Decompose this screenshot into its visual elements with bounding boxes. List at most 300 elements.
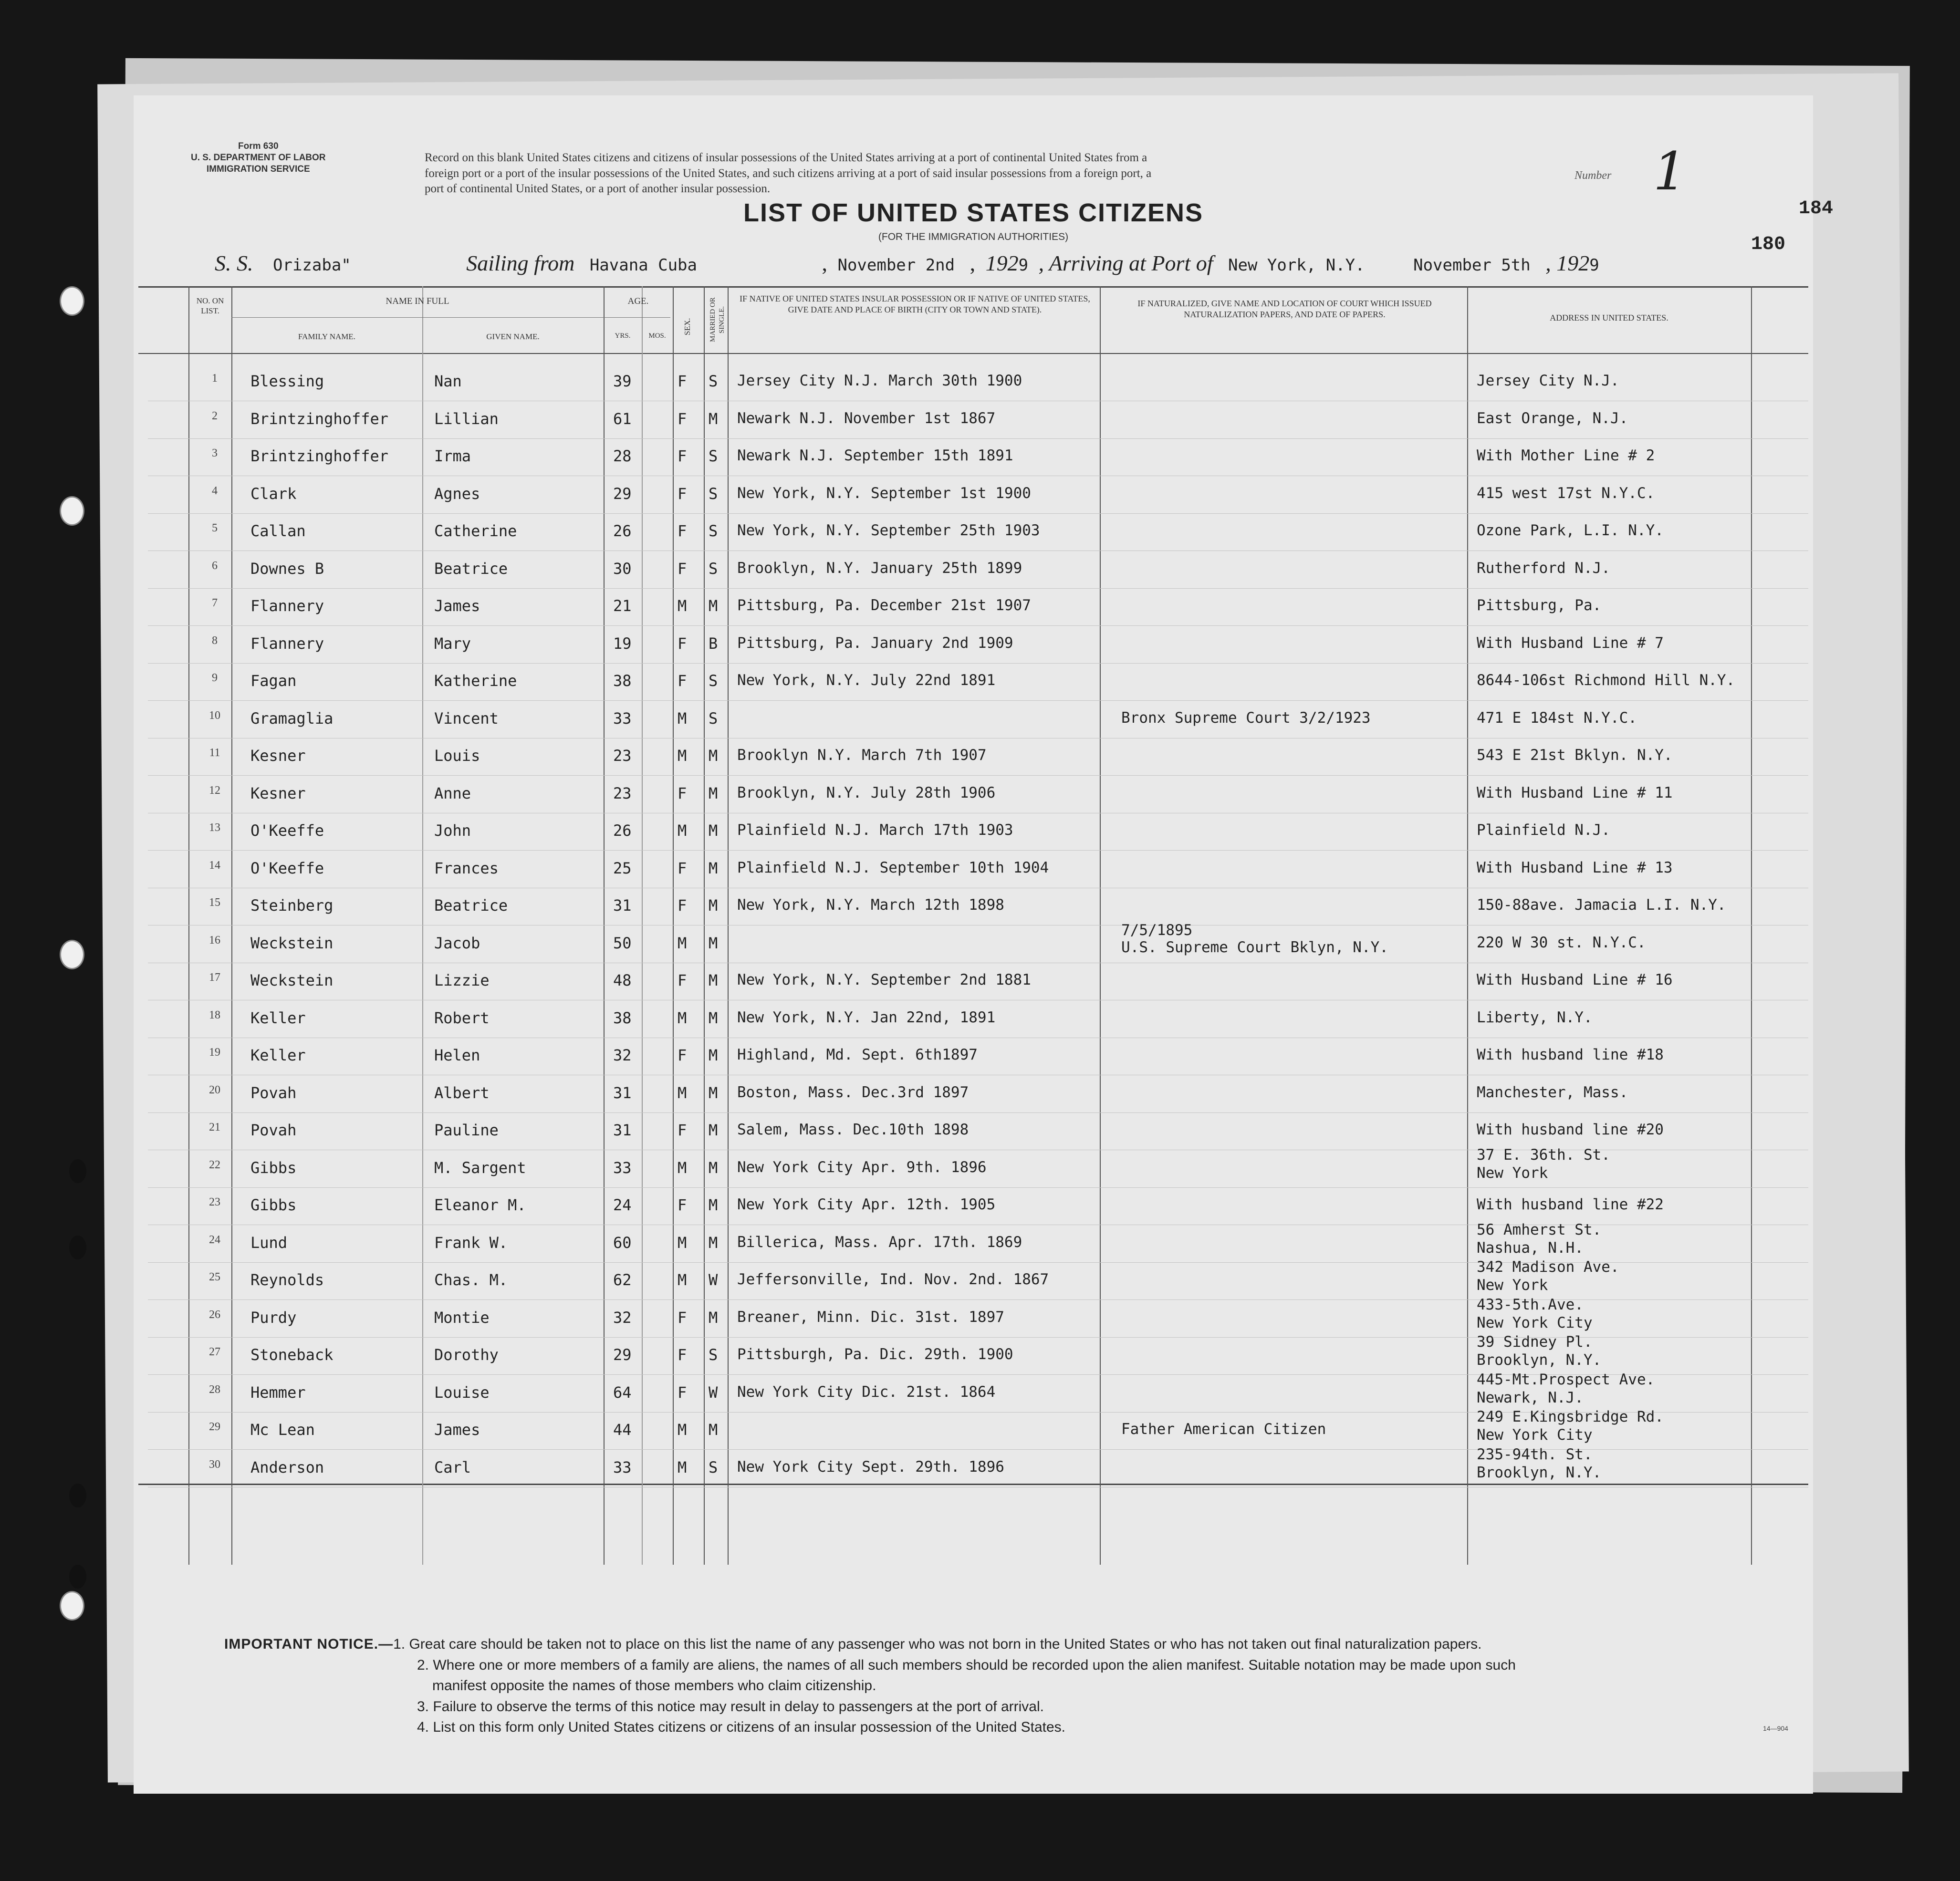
given-name: Frank W. xyxy=(434,1233,508,1252)
marital-status: M xyxy=(709,1196,718,1214)
birth-place-date: Jersey City N.J. March 30th 1900 xyxy=(737,372,1022,389)
family-name: O'Keeffe xyxy=(250,821,324,840)
family-name: Mc Lean xyxy=(250,1421,315,1439)
row-number: 26 xyxy=(209,1308,220,1321)
age: 26 xyxy=(613,522,632,540)
family-name: Flannery xyxy=(250,634,324,653)
sex: F xyxy=(678,1346,687,1364)
marital-status: M xyxy=(709,896,718,915)
col-rule xyxy=(673,286,674,1565)
arriving-label: Arriving at Port of xyxy=(1049,251,1213,275)
binder-hole xyxy=(60,1591,84,1621)
address: Plainfield N.J. xyxy=(1477,821,1610,839)
marital-status: W xyxy=(709,1383,718,1402)
binder-hole xyxy=(60,496,84,526)
given-name: Agnes xyxy=(434,484,480,503)
given-name: Carl xyxy=(434,1458,471,1476)
departure-port: Havana Cuba xyxy=(589,256,697,275)
row-number: 2 xyxy=(212,409,218,422)
birth-place-date: Brooklyn, N.Y. January 25th 1899 xyxy=(737,559,1022,577)
address: With husband line #20 xyxy=(1477,1121,1664,1138)
age: 31 xyxy=(613,896,632,915)
notice-item: 4. List on this form only United States citizens or citizens of an insular possession of the United States. xyxy=(417,1719,1066,1735)
birth-place-date: New York, N.Y. July 22nd 1891 xyxy=(737,672,996,689)
row-rule xyxy=(148,1112,1808,1113)
sex: M xyxy=(678,934,687,952)
row-number: 28 xyxy=(209,1383,220,1396)
row-number: 7 xyxy=(212,597,218,609)
address-line-2: New York City xyxy=(1477,1426,1593,1444)
marital-status: S xyxy=(709,1458,718,1476)
row-number: 3 xyxy=(212,447,218,459)
row-number: 23 xyxy=(209,1196,220,1208)
birth-place-date: Newark N.J. November 1st 1867 xyxy=(737,409,996,427)
family-name: Callan xyxy=(250,522,306,540)
birth-place-date: Salem, Mass. Dec.10th 1898 xyxy=(737,1121,969,1138)
sex: M xyxy=(678,1158,687,1177)
row-rule xyxy=(148,513,1808,514)
header-given-name: GIVEN NAME. xyxy=(486,332,540,341)
age: 38 xyxy=(613,1008,632,1027)
given-name: Robert xyxy=(434,1008,490,1027)
separator: , xyxy=(970,251,976,275)
birth-place-date: New York City Apr. 12th. 1905 xyxy=(737,1196,996,1213)
marital-status: S xyxy=(709,1346,718,1364)
family-name: Gibbs xyxy=(250,1196,297,1214)
address: 8644-106st Richmond Hill N.Y. xyxy=(1477,672,1735,689)
row-number: 13 xyxy=(209,821,220,834)
address: 37 E. 36th. St. xyxy=(1477,1146,1610,1164)
address: With husband line #18 xyxy=(1477,1046,1664,1063)
sex: F xyxy=(678,1196,687,1214)
age: 29 xyxy=(613,484,632,503)
sail-year: 192 xyxy=(985,251,1019,275)
list-number: 1 xyxy=(1653,141,1687,202)
marital-status: M xyxy=(709,971,718,989)
family-name: Hemmer xyxy=(250,1383,306,1402)
naturalization: Father American Citizen xyxy=(1121,1421,1326,1438)
naturalization-court: U.S. Supreme Court Bklyn, N.Y. xyxy=(1121,938,1388,956)
row-number: 12 xyxy=(209,784,220,797)
address-line-2: Nashua, N.H. xyxy=(1477,1239,1584,1257)
family-name: Brintzinghoffer xyxy=(250,447,388,465)
marital-status: M xyxy=(709,1083,718,1102)
form-number: Form 630 xyxy=(238,141,279,151)
given-name: Beatrice xyxy=(434,896,508,915)
given-name: Katherine xyxy=(434,672,517,690)
address-line-2: New York City xyxy=(1477,1314,1593,1331)
notice-item: 2. Where one or more members of a family are aliens, the names of all such members should be recorded upon the alien manifest. Suitable notation may be made upon such xyxy=(417,1657,1516,1673)
family-name: Gramaglia xyxy=(250,709,334,727)
col-rule xyxy=(642,286,643,1565)
marital-status: S xyxy=(709,709,718,727)
marital-status: M xyxy=(709,859,718,877)
arrival-year-digit: 9 xyxy=(1589,256,1599,275)
sex: F xyxy=(678,559,687,578)
given-name: James xyxy=(434,1421,480,1439)
marital-status: M xyxy=(709,1008,718,1027)
age: 25 xyxy=(613,859,632,877)
age: 33 xyxy=(613,709,632,727)
address: With husband line #22 xyxy=(1477,1196,1664,1213)
address: 249 E.Kingsbridge Rd. xyxy=(1477,1408,1664,1425)
family-name: Kesner xyxy=(250,747,306,765)
birth-place-date: Pittsburgh, Pa. Dic. 29th. 1900 xyxy=(737,1346,1013,1363)
marital-status: S xyxy=(709,447,718,465)
row-number: 14 xyxy=(209,859,220,872)
given-name: Eleanor M. xyxy=(434,1196,526,1214)
birth-place-date: Breaner, Minn. Dic. 31st. 1897 xyxy=(737,1308,1004,1326)
address: 220 W 30 st. N.Y.C. xyxy=(1477,934,1646,951)
address: With Mother Line # 2 xyxy=(1477,447,1655,464)
address: 433-5th.Ave. xyxy=(1477,1296,1584,1313)
address: 445-Mt.Prospect Ave. xyxy=(1477,1371,1655,1388)
address: Manchester, Mass. xyxy=(1477,1083,1628,1101)
sex: F xyxy=(678,896,687,915)
sex: M xyxy=(678,821,687,840)
family-name: Blessing xyxy=(250,372,324,390)
marital-status: W xyxy=(709,1271,718,1289)
birth-place-date: Brooklyn, N.Y. July 28th 1906 xyxy=(737,784,996,801)
address: 150-88ave. Jamacia L.I. N.Y. xyxy=(1477,896,1726,914)
row-number: 4 xyxy=(212,484,218,497)
family-name: Keller xyxy=(250,1046,306,1064)
age: 32 xyxy=(613,1046,632,1064)
age: 30 xyxy=(613,559,632,578)
row-number: 30 xyxy=(209,1458,220,1471)
age: 60 xyxy=(613,1233,632,1252)
sex: F xyxy=(678,859,687,877)
header-sex: SEX. xyxy=(683,318,692,336)
age: 33 xyxy=(613,1458,632,1476)
given-name: John xyxy=(434,821,471,840)
family-name: Brintzinghoffer xyxy=(250,409,388,428)
row-number: 22 xyxy=(209,1158,220,1171)
notice-label: IMPORTANT NOTICE.— xyxy=(224,1636,394,1652)
age: 21 xyxy=(613,597,632,615)
given-name: Pauline xyxy=(434,1121,499,1139)
col-rule xyxy=(604,286,605,1565)
given-name: Irma xyxy=(434,447,471,465)
birth-place-date: New York, N.Y. September 1st 1900 xyxy=(737,484,1031,502)
given-name: M. Sargent xyxy=(434,1158,526,1177)
number-label: Number xyxy=(1574,169,1612,182)
address-line-2: New York xyxy=(1477,1277,1548,1294)
row-rule xyxy=(148,438,1808,439)
marital-status: S xyxy=(709,522,718,540)
age: 44 xyxy=(613,1421,632,1439)
sex: F xyxy=(678,1383,687,1402)
sex: M xyxy=(678,1008,687,1027)
given-name: Albert xyxy=(434,1083,490,1102)
family-name: Fagan xyxy=(250,672,297,690)
marital-status: M xyxy=(709,1308,718,1327)
sex: F xyxy=(678,784,687,802)
family-name: Flannery xyxy=(250,597,324,615)
family-name: Keller xyxy=(250,1008,306,1027)
row-number: 9 xyxy=(212,672,218,684)
ship-name: Orizaba" xyxy=(273,256,351,275)
sex: M xyxy=(678,1271,687,1289)
address-line-2: Brooklyn, N.Y. xyxy=(1477,1464,1602,1481)
marital-status: M xyxy=(709,597,718,615)
marital-status: M xyxy=(709,1421,718,1439)
address: With Husband Line # 7 xyxy=(1477,634,1664,652)
age: 31 xyxy=(613,1121,632,1139)
sex: M xyxy=(678,597,687,615)
marital-status: M xyxy=(709,1046,718,1064)
rule xyxy=(138,286,1808,288)
sex: F xyxy=(678,1308,687,1327)
header-address: ADDRESS IN UNITED STATES. xyxy=(1550,313,1668,322)
page-number-top: 184 xyxy=(1799,198,1834,219)
row-number: 18 xyxy=(209,1008,220,1021)
col-rule xyxy=(1467,286,1468,1565)
sex: F xyxy=(678,971,687,989)
family-name: Kesner xyxy=(250,784,306,802)
row-rule xyxy=(148,625,1808,626)
given-name: Lillian xyxy=(434,409,499,428)
given-name: Lizzie xyxy=(434,971,490,989)
arrival-date: November 5th xyxy=(1413,256,1531,275)
sex: F xyxy=(678,672,687,690)
instruction-line: foreign port or a port of the insular possessions of the United States, and such citizens arriving at a port of said insular possessions from a foreign port, a xyxy=(425,166,1152,180)
ss-label: S. S. xyxy=(215,251,253,275)
col-rule xyxy=(1751,286,1752,1565)
address: 471 E 184st N.Y.C. xyxy=(1477,709,1637,727)
col-rule xyxy=(422,286,423,1565)
binder-hole xyxy=(69,1236,86,1259)
row-number: 25 xyxy=(209,1271,220,1283)
given-name: Catherine xyxy=(434,522,517,540)
sex: F xyxy=(678,447,687,465)
age: 39 xyxy=(613,372,632,390)
marital-status: M xyxy=(709,1233,718,1252)
age: 48 xyxy=(613,971,632,989)
family-name: Reynolds xyxy=(250,1271,324,1289)
separator: , xyxy=(822,251,827,275)
age: 23 xyxy=(613,747,632,765)
age: 32 xyxy=(613,1308,632,1327)
binder-hole xyxy=(69,1565,86,1589)
family-name: Povah xyxy=(250,1083,297,1102)
arrival-port: New York, N.Y. xyxy=(1228,256,1365,275)
birth-place-date: New York, N.Y. September 25th 1903 xyxy=(737,522,1040,539)
important-notice xyxy=(224,1634,1516,1738)
sex: M xyxy=(678,1233,687,1252)
col-rule xyxy=(1100,286,1101,1565)
sex: F xyxy=(678,484,687,503)
age: 29 xyxy=(613,1346,632,1364)
voyage-line: S. S. Orizaba" Sailing from Havana Cuba , November 2nd , 1929 , Arriving at Port of New York, N.Y. November 5th , 1929 xyxy=(215,251,1599,275)
page-subtitle: (FOR THE IMMIGRATION AUTHORITIES) xyxy=(878,231,1069,242)
family-name: Clark xyxy=(250,484,297,503)
given-name: Montie xyxy=(434,1308,490,1327)
header-married: MARRIED OR SINGLE. xyxy=(709,297,726,342)
age: 62 xyxy=(613,1271,632,1289)
birth-place-date: Boston, Mass. Dec.3rd 1897 xyxy=(737,1083,969,1101)
given-name: Vincent xyxy=(434,709,499,727)
family-name: Stoneback xyxy=(250,1346,334,1364)
family-name: Lund xyxy=(250,1233,288,1252)
record-instructions xyxy=(425,150,1151,197)
marital-status: M xyxy=(709,1158,718,1177)
notice-item: 3. Failure to observe the terms of this notice may result in delay to passengers at the port of arrival. xyxy=(417,1698,1044,1715)
sex: M xyxy=(678,709,687,727)
col-rule xyxy=(728,286,729,1565)
naturalization: 7/5/1895 xyxy=(1121,921,1193,939)
header-family-name: FAMILY NAME. xyxy=(298,332,356,341)
address-line-2: New York xyxy=(1477,1164,1548,1182)
sex: F xyxy=(678,1121,687,1139)
given-name: Nan xyxy=(434,372,462,390)
age: 38 xyxy=(613,672,632,690)
address: 235-94th. St. xyxy=(1477,1445,1593,1463)
family-name: O'Keeffe xyxy=(250,859,324,877)
row-number: 15 xyxy=(209,896,220,909)
address: Ozone Park, L.I. N.Y. xyxy=(1477,522,1664,539)
row-number: 5 xyxy=(212,522,218,534)
family-name: Povah xyxy=(250,1121,297,1139)
address: With Husband Line # 13 xyxy=(1477,859,1673,876)
sex: M xyxy=(678,1458,687,1476)
row-number: 21 xyxy=(209,1121,220,1133)
age: 23 xyxy=(613,784,632,802)
form-code: 14—904 xyxy=(1763,1725,1788,1732)
age: 61 xyxy=(613,409,632,428)
age: 24 xyxy=(613,1196,632,1214)
family-name: Downes B xyxy=(250,559,324,578)
marital-status: S xyxy=(709,672,718,690)
age: 33 xyxy=(613,1158,632,1177)
marital-status: M xyxy=(709,821,718,840)
marital-status: M xyxy=(709,747,718,765)
row-rule xyxy=(148,700,1808,701)
birth-place-date: Pittsburg, Pa. January 2nd 1909 xyxy=(737,634,1013,652)
given-name: Helen xyxy=(434,1046,480,1064)
rule xyxy=(138,353,1808,354)
row-rule xyxy=(148,1187,1808,1188)
row-rule xyxy=(148,850,1808,851)
age: 26 xyxy=(613,821,632,840)
col-rule xyxy=(704,286,705,1565)
row-number: 16 xyxy=(209,934,220,946)
department: U. S. DEPARTMENT OF LABOR xyxy=(191,152,326,163)
notice-item: manifest opposite the names of those members who claim citizenship. xyxy=(432,1678,876,1694)
row-number: 10 xyxy=(209,709,220,722)
form-identifier xyxy=(191,141,326,175)
address: 543 E 21st Bklyn. N.Y. xyxy=(1477,747,1673,764)
row-rule xyxy=(148,588,1808,589)
col-rule xyxy=(188,286,189,1565)
row-number: 24 xyxy=(209,1233,220,1246)
header-birth: IF NATIVE OF UNITED STATES INSULAR POSSESSION OR IF NATIVE OF UNITED STATES, GIVE DATE AND PLACE OF BIRTH (CITY OR TOWN AND STATE). xyxy=(740,294,1090,314)
birth-place-date: Plainfield N.J. September 10th 1904 xyxy=(737,859,1049,876)
sex: M xyxy=(678,1421,687,1439)
header-no-on-list: NO. ON LIST. xyxy=(196,296,224,316)
birth-place-date: New York, N.Y. March 12th 1898 xyxy=(737,896,1004,914)
naturalization: Bronx Supreme Court 3/2/1923 xyxy=(1121,709,1371,727)
birth-place-date: New York City Dic. 21st. 1864 xyxy=(737,1383,996,1401)
family-name: Steinberg xyxy=(250,896,334,915)
given-name: Louise xyxy=(434,1383,490,1402)
birth-place-date: New York City Apr. 9th. 1896 xyxy=(737,1158,987,1176)
marital-status: S xyxy=(709,484,718,503)
service: IMMIGRATION SERVICE xyxy=(206,164,310,174)
family-name: Gibbs xyxy=(250,1158,297,1177)
address: With Husband Line # 16 xyxy=(1477,971,1673,988)
sex: F xyxy=(678,372,687,390)
notice-item: 1. Great care should be taken not to place on this list the name of any passenger who was not born in the United States or who has not taken out final naturalization papers. xyxy=(393,1636,1482,1652)
marital-status: M xyxy=(709,784,718,802)
passenger-table xyxy=(134,286,1813,1565)
instruction-line: Record on this blank United States citizens and citizens of insular possessions of the United States arriving at a port of continental United States from a xyxy=(425,151,1147,164)
address: Jersey City N.J. xyxy=(1477,372,1619,389)
row-number: 6 xyxy=(212,559,218,572)
header-age: AGE. xyxy=(627,296,649,306)
sex: M xyxy=(678,747,687,765)
given-name: Beatrice xyxy=(434,559,508,578)
sub-rule xyxy=(231,317,670,318)
sail-year-digit: 9 xyxy=(1018,256,1029,275)
arrival-year: 192 xyxy=(1556,251,1590,275)
header-mos: MOS. xyxy=(648,332,666,340)
address-line-2: Brooklyn, N.Y. xyxy=(1477,1351,1602,1369)
given-name: Jacob xyxy=(434,934,480,952)
birth-place-date: Billerica, Mass. Apr. 17th. 1869 xyxy=(737,1233,1022,1251)
sex: M xyxy=(678,1083,687,1102)
address: 342 Madison Ave. xyxy=(1477,1258,1619,1276)
rule xyxy=(138,1484,1808,1485)
birth-place-date: Jeffersonville, Ind. Nov. 2nd. 1867 xyxy=(737,1271,1049,1288)
family-name: Anderson xyxy=(250,1458,324,1476)
sex: F xyxy=(678,409,687,428)
address-line-2: Newark, N.J. xyxy=(1477,1389,1584,1406)
binder-hole xyxy=(69,1484,86,1507)
age: 31 xyxy=(613,1083,632,1102)
row-number: 20 xyxy=(209,1083,220,1096)
binder-hole xyxy=(69,1159,86,1183)
address: 415 west 17st N.Y.C. xyxy=(1477,484,1655,502)
page-number-second: 180 xyxy=(1751,234,1786,255)
manifest-sheet xyxy=(134,95,1834,1794)
row-number: 1 xyxy=(212,372,218,385)
instruction-line: port of continental United States, or a port of another insular possession. xyxy=(425,182,771,195)
given-name: Louis xyxy=(434,747,480,765)
birth-place-date: Plainfield N.J. March 17th 1903 xyxy=(737,821,1013,839)
row-number: 29 xyxy=(209,1421,220,1433)
birth-place-date: Brooklyn N.Y. March 7th 1907 xyxy=(737,747,987,764)
header-yrs: YRS. xyxy=(615,332,631,340)
given-name: James xyxy=(434,597,480,615)
page-title: LIST OF UNITED STATES CITIZENS xyxy=(743,198,1203,227)
address: Rutherford N.J. xyxy=(1477,559,1610,577)
row-rule xyxy=(148,775,1808,776)
address: Liberty, N.Y. xyxy=(1477,1008,1593,1026)
given-name: Frances xyxy=(434,859,499,877)
birth-place-date: New York City Sept. 29th. 1896 xyxy=(737,1458,1004,1476)
birth-place-date: Pittsburg, Pa. December 21st 1907 xyxy=(737,597,1031,614)
marital-status: B xyxy=(709,634,718,653)
row-number: 27 xyxy=(209,1346,220,1358)
marital-status: M xyxy=(709,934,718,952)
marital-status: M xyxy=(709,409,718,428)
binder-hole xyxy=(60,940,84,969)
family-name: Weckstein xyxy=(250,934,334,952)
given-name: Dorothy xyxy=(434,1346,499,1364)
row-number: 8 xyxy=(212,634,218,647)
binder-hole xyxy=(60,286,84,316)
